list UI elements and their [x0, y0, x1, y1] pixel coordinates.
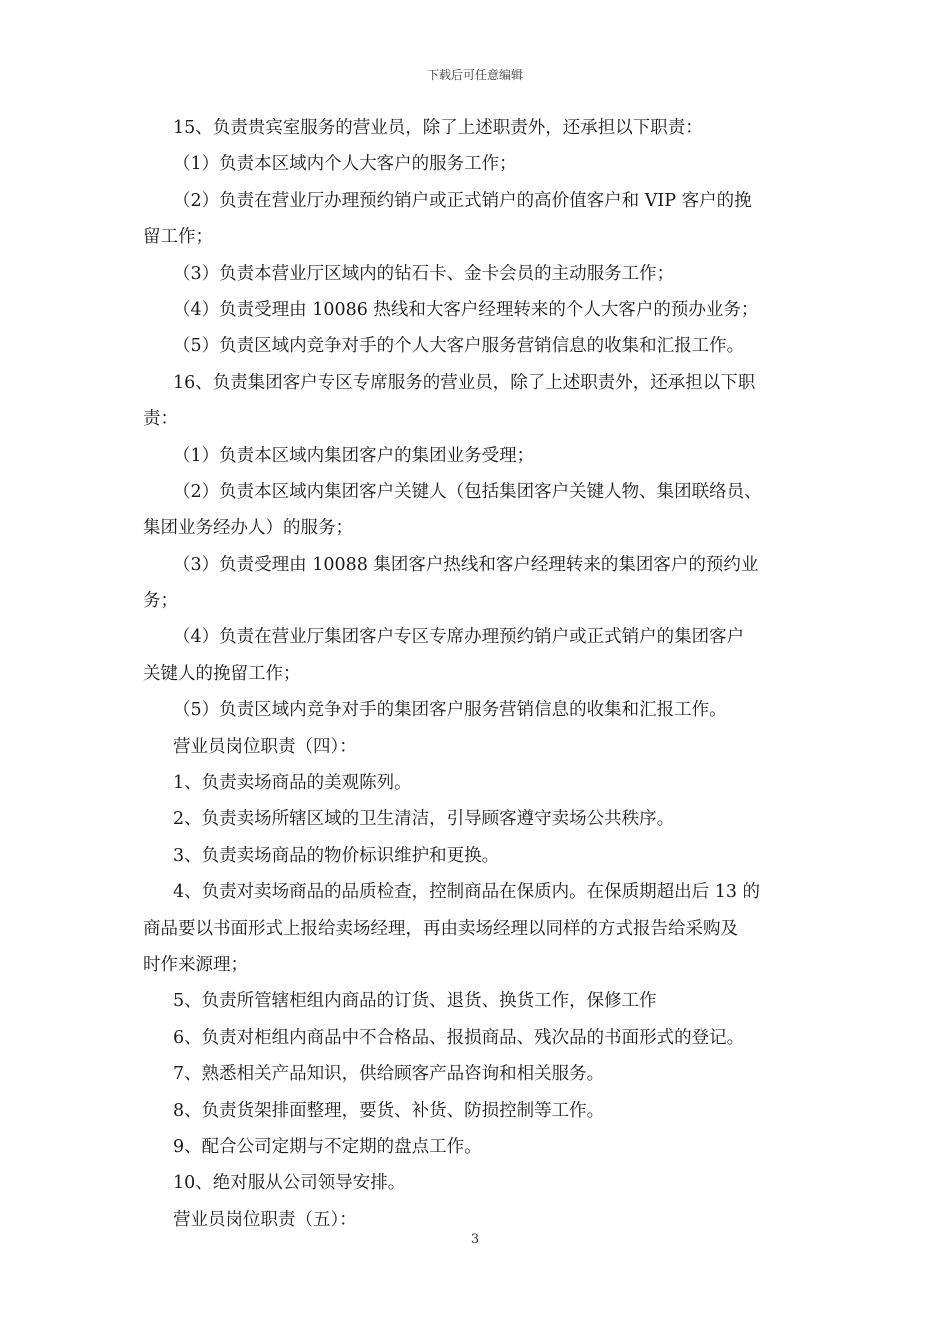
text-line: 8、负责货架排面整理，要货、补货、防损控制等工作。 [173, 1100, 605, 1121]
text-line: （4）负责在营业厅集团客户专区专席办理预约销户或正式销户的集团客户 [173, 627, 745, 648]
text-line: 4、负责对卖场商品的品质检查，控制商品在保质内。在保质期超出后 13 的 [173, 882, 761, 903]
text-line: 时作来源理； [143, 954, 248, 975]
text-line: 2、负责卖场所辖区域的卫生清洁，引导顾客遵守卖场公共秩序。 [173, 809, 675, 830]
text-line: 15、负责贵宾室服务的营业员，除了上述职责外，还承担以下职责： [173, 118, 703, 138]
page-number: 3 [470, 1232, 480, 1247]
document-body [143, 118, 815, 1246]
text-line: 集团业务经办人）的服务； [143, 518, 353, 539]
text-line: 1、负责卖场商品的美观陈列。 [173, 773, 412, 794]
text-line: （1）负责本区域内个人大客户的服务工作； [173, 154, 517, 175]
page-header: 下载后可任意编辑 [426, 68, 523, 82]
text-line: 留工作； [143, 227, 213, 248]
text-line: 7、熟悉相关产品知识，供给顾客产品咨询和相关服务。 [173, 1064, 605, 1085]
text-line: （3）负责本营业厅区域内的钻石卡、金卡会员的主动服务工作； [173, 263, 675, 284]
text-line: 营业员岗位职责（五）： [173, 1209, 357, 1230]
text-line: 3、负责卖场商品的物价标识维护和更换。 [173, 845, 500, 866]
text-line: 10、绝对服从公司领导安排。 [173, 1173, 406, 1194]
text-line: （2）负责在营业厅办理预约销户或正式销户的高价值客户和 VIP 客户的挽 [173, 190, 752, 211]
text-line: （3）负责受理由 10088 集团客户热线和客户经理转来的集团客户的预约业 [173, 554, 759, 575]
text-line: （2）负责本区域内集团客户关键人（包括集团客户关键人物、集团联络员、 [173, 481, 762, 502]
text-line: 商品要以书面形式上报给卖场经理，再由卖场经理以同样的方式报告给采购及 [143, 918, 738, 939]
text-line: （5）负责区域内竞争对手的集团客户服务营销信息的收集和汇报工作。 [173, 700, 727, 721]
text-line: 5、负责所管辖柜组内商品的订货、退货、换货工作，保修工作 [173, 991, 657, 1012]
text-line: 责： [143, 409, 178, 430]
text-line: （4）负责受理由 10086 热线和大客户经理转来的个人大客户的预办业务； [173, 299, 759, 320]
text-line: 6、负责对柜组内商品中不合格品、报损商品、残次品的书面形式的登记。 [173, 1027, 745, 1048]
text-line: 营业员岗位职责（四）： [173, 736, 357, 757]
text-line: （1）负责本区域内集团客户的集团业务受理； [173, 445, 535, 466]
text-line: 务； [143, 591, 178, 612]
text-line: （5）负责区域内竞争对手的个人大客户服务营销信息的收集和汇报工作。 [173, 336, 745, 357]
text-line: 9、配合公司定期与不定期的盘点工作。 [173, 1136, 482, 1157]
text-line: 16、负责集团客户专区专席服务的营业员，除了上述职责外，还承担以下职 [173, 372, 756, 393]
text-line: 关键人的挽留工作； [143, 663, 301, 684]
